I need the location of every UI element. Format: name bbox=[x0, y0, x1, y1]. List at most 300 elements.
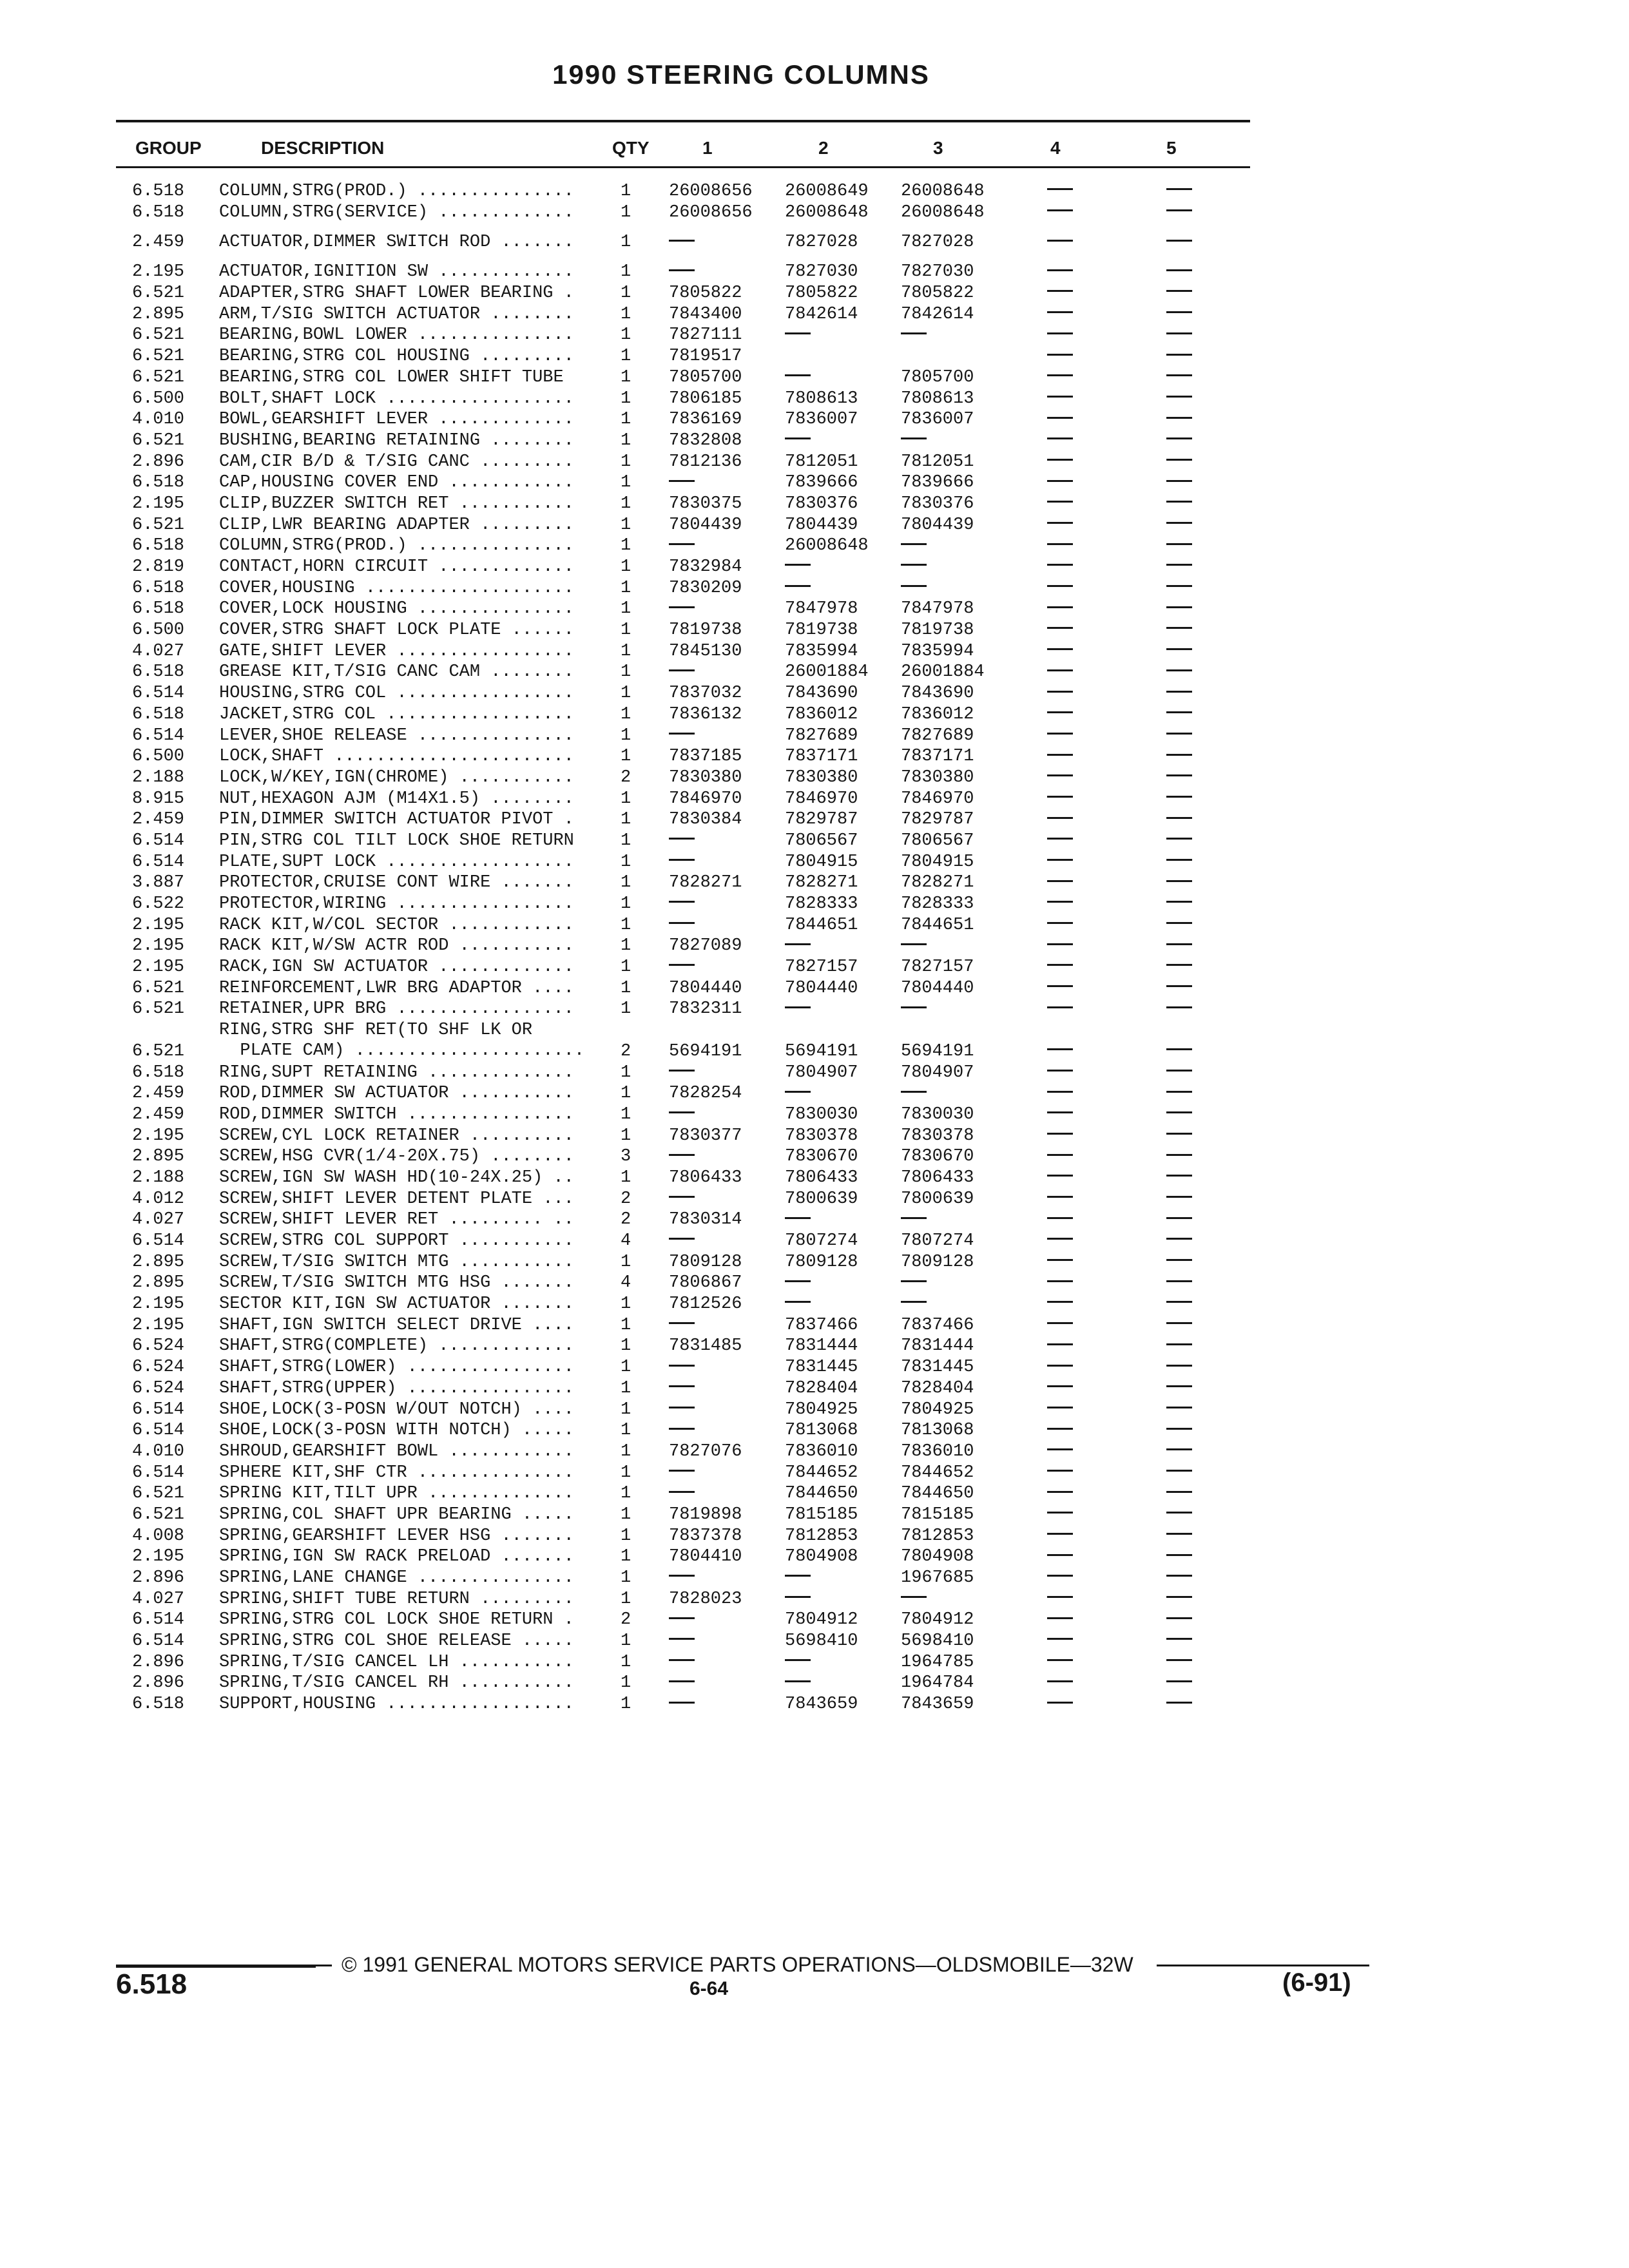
part-col-1: 7804439 bbox=[669, 515, 742, 535]
part-col-5-dash bbox=[1166, 641, 1192, 662]
qty-cell: 1 bbox=[621, 1378, 631, 1398]
part-col-3: 7813068 bbox=[901, 1421, 974, 1441]
group-cell: 6.514 bbox=[132, 726, 185, 745]
dash-mark bbox=[669, 859, 695, 861]
table-row bbox=[0, 957, 1629, 978]
part-col-5-dash bbox=[1166, 620, 1192, 640]
qty-cell: 1 bbox=[621, 284, 631, 303]
dash-mark bbox=[669, 901, 695, 903]
footer-bottom-rule bbox=[116, 1966, 316, 1968]
part-col-1: 7832984 bbox=[669, 557, 742, 577]
group-cell: 6.518 bbox=[132, 662, 185, 682]
part-col-4-dash bbox=[1047, 852, 1073, 872]
qty-cell: 1 bbox=[621, 852, 631, 872]
part-col-5-dash bbox=[1166, 767, 1192, 788]
part-col-2-dash bbox=[785, 1273, 811, 1293]
part-col-5-dash bbox=[1166, 999, 1192, 1019]
dash-mark bbox=[1166, 1407, 1192, 1408]
part-col-2: 26008649 bbox=[785, 182, 869, 201]
qty-cell: 1 bbox=[621, 304, 631, 324]
dash-mark bbox=[669, 1575, 695, 1577]
group-cell: 2.195 bbox=[132, 915, 185, 935]
part-col-5-dash bbox=[1166, 809, 1192, 830]
group-cell: 2.195 bbox=[132, 1126, 185, 1146]
group-cell: 2.195 bbox=[132, 1315, 185, 1335]
dash-mark bbox=[1047, 648, 1073, 650]
part-col-1: 7843400 bbox=[669, 304, 742, 324]
part-col-1-dash bbox=[669, 535, 695, 556]
part-col-1: 7836132 bbox=[669, 704, 742, 724]
part-col-3: 7844651 bbox=[901, 915, 974, 935]
part-col-2: 7806433 bbox=[785, 1168, 858, 1187]
table-row bbox=[0, 1315, 1629, 1336]
part-col-3: 5694191 bbox=[901, 1041, 974, 1061]
qty-cell: 1 bbox=[621, 557, 631, 577]
description-cell: PLATE,SUPT LOCK .................. bbox=[219, 852, 585, 872]
dash-mark bbox=[1166, 711, 1192, 713]
part-col-1: 7806185 bbox=[669, 389, 742, 408]
group-cell: 2.895 bbox=[132, 1273, 185, 1293]
part-col-1: 7837378 bbox=[669, 1526, 742, 1546]
qty-cell: 1 bbox=[621, 662, 631, 682]
part-col-1: 7828254 bbox=[669, 1084, 742, 1104]
qty-cell: 1 bbox=[621, 536, 631, 556]
qty-cell: 3 bbox=[621, 1147, 631, 1167]
dash-mark bbox=[1047, 838, 1073, 840]
part-col-2-dash bbox=[785, 1294, 811, 1314]
part-col-2: 26001884 bbox=[785, 662, 869, 682]
part-col-4-dash bbox=[1047, 894, 1073, 914]
part-col-3: 7846970 bbox=[901, 789, 974, 809]
part-col-3: 7842614 bbox=[901, 304, 974, 324]
table-row bbox=[0, 831, 1629, 852]
part-col-3: 7847978 bbox=[901, 599, 974, 619]
part-col-3-dash bbox=[901, 1273, 927, 1293]
dash-mark bbox=[1047, 290, 1073, 292]
part-col-5-dash bbox=[1166, 1041, 1192, 1062]
dash-mark bbox=[1166, 290, 1192, 292]
part-col-2: 7804907 bbox=[785, 1062, 858, 1082]
description-cell: RING,SUPT RETAINING .............. bbox=[219, 1062, 585, 1082]
group-cell: 2.459 bbox=[132, 1104, 185, 1124]
part-col-2: 5694191 bbox=[785, 1041, 858, 1061]
part-col-1-dash bbox=[669, 726, 695, 746]
dash-mark bbox=[1166, 501, 1192, 503]
dash-mark bbox=[1166, 480, 1192, 482]
table-row bbox=[0, 1441, 1629, 1463]
part-col-4-dash bbox=[1047, 599, 1073, 619]
dash-mark bbox=[1166, 1491, 1192, 1493]
part-col-1: 26008656 bbox=[669, 182, 753, 201]
part-col-1: 7819738 bbox=[669, 620, 742, 640]
dash-mark bbox=[1047, 669, 1073, 671]
qty-cell: 1 bbox=[621, 1062, 631, 1082]
qty-cell: 1 bbox=[621, 1358, 631, 1378]
part-col-4-dash bbox=[1047, 1483, 1073, 1504]
part-col-2: 7836007 bbox=[785, 410, 858, 430]
part-col-4-dash bbox=[1047, 515, 1073, 535]
dash-mark bbox=[1166, 311, 1192, 313]
part-col-2: 7836012 bbox=[785, 704, 858, 724]
description-cell: BEARING,BOWL LOWER ............... bbox=[219, 325, 585, 345]
part-col-1-dash bbox=[669, 957, 695, 977]
group-cell: 6.521 bbox=[132, 999, 185, 1019]
group-cell: 2.195 bbox=[132, 494, 185, 514]
part-col-5-dash bbox=[1166, 726, 1192, 746]
dash-mark bbox=[1166, 269, 1192, 271]
dash-mark bbox=[901, 1280, 927, 1282]
part-col-1-dash bbox=[669, 831, 695, 851]
table-row bbox=[0, 1357, 1629, 1378]
part-col-3: 7804925 bbox=[901, 1399, 974, 1419]
part-col-3-dash bbox=[901, 325, 927, 345]
table-row bbox=[0, 1399, 1629, 1421]
dash-mark bbox=[785, 1217, 811, 1219]
part-col-5-dash bbox=[1166, 1336, 1192, 1356]
dash-mark bbox=[1047, 964, 1073, 966]
part-col-4-dash bbox=[1047, 1673, 1073, 1693]
dash-mark bbox=[669, 1680, 695, 1682]
group-cell: 2.195 bbox=[132, 936, 185, 956]
qty-cell: 1 bbox=[621, 1526, 631, 1546]
dash-mark bbox=[1166, 1638, 1192, 1640]
group-cell: 6.521 bbox=[132, 1041, 185, 1061]
dash-mark bbox=[785, 1006, 811, 1008]
dash-mark bbox=[1047, 1070, 1073, 1072]
dash-mark bbox=[1166, 1343, 1192, 1345]
part-col-4-dash bbox=[1047, 1694, 1073, 1715]
dash-mark bbox=[669, 922, 695, 924]
part-col-2: 7804915 bbox=[785, 852, 858, 872]
part-col-5-dash bbox=[1166, 599, 1192, 619]
group-cell: 2.195 bbox=[132, 957, 185, 977]
dash-mark bbox=[1166, 1702, 1192, 1704]
description-cell: COLUMN,STRG(SERVICE) ............. bbox=[219, 202, 585, 222]
part-col-2: 7828271 bbox=[785, 873, 858, 893]
group-cell: 6.518 bbox=[132, 578, 185, 598]
part-col-5-dash bbox=[1166, 1168, 1192, 1188]
part-col-1-dash bbox=[669, 1146, 695, 1167]
dash-mark bbox=[1047, 1091, 1073, 1093]
dash-mark bbox=[1166, 733, 1192, 735]
table-row bbox=[0, 304, 1629, 325]
group-cell: 2.896 bbox=[132, 1568, 185, 1588]
part-col-4-dash bbox=[1047, 409, 1073, 430]
table-row bbox=[0, 181, 1629, 202]
description-cell: COVER,STRG SHAFT LOCK PLATE ...... bbox=[219, 620, 585, 640]
dash-mark bbox=[1166, 838, 1192, 840]
part-col-1: 7827111 bbox=[669, 325, 742, 345]
table-row bbox=[0, 367, 1629, 389]
part-col-4-dash bbox=[1047, 1652, 1073, 1673]
description-cell: SCREW,T/SIG SWITCH MTG HSG ....... bbox=[219, 1273, 585, 1293]
group-cell: 6.514 bbox=[132, 831, 185, 850]
table-row bbox=[0, 726, 1629, 747]
group-cell: 2.896 bbox=[132, 1652, 185, 1672]
dash-mark bbox=[901, 1301, 927, 1303]
part-col-4-dash bbox=[1047, 181, 1073, 202]
dash-mark bbox=[901, 1006, 927, 1008]
dash-mark bbox=[1047, 417, 1073, 419]
part-col-1: 7837032 bbox=[669, 684, 742, 704]
group-cell: 6.521 bbox=[132, 1484, 185, 1504]
description-cell: RACK KIT,W/SW ACTR ROD ........... bbox=[219, 936, 585, 956]
dash-mark bbox=[1166, 943, 1192, 945]
dash-mark bbox=[1047, 480, 1073, 482]
part-col-1: 7831485 bbox=[669, 1336, 742, 1356]
table-row bbox=[0, 1610, 1629, 1631]
dash-mark bbox=[1047, 606, 1073, 608]
table-row bbox=[0, 1126, 1629, 1147]
dash-mark bbox=[1047, 1554, 1073, 1556]
part-col-4-dash bbox=[1047, 430, 1073, 451]
part-col-2: 7815185 bbox=[785, 1504, 858, 1524]
part-col-1: 7819517 bbox=[669, 347, 742, 367]
group-cell: 6.518 bbox=[132, 599, 185, 619]
footer-date: (6-91) bbox=[1282, 1968, 1351, 1997]
part-col-2: 7830380 bbox=[785, 767, 858, 787]
qty-cell: 1 bbox=[621, 1252, 631, 1272]
part-col-2: 7805822 bbox=[785, 284, 858, 303]
part-col-3: 7812051 bbox=[901, 452, 974, 472]
part-col-3: 26001884 bbox=[901, 662, 985, 682]
part-col-3-dash bbox=[901, 578, 927, 599]
group-cell: 6.518 bbox=[132, 202, 185, 222]
part-col-4-dash bbox=[1047, 1463, 1073, 1483]
dash-mark bbox=[1047, 943, 1073, 945]
description-cell: LEVER,SHOE RELEASE ............... bbox=[219, 726, 585, 745]
dash-mark bbox=[1047, 1617, 1073, 1619]
table-row bbox=[0, 999, 1629, 1020]
part-col-5-dash bbox=[1166, 304, 1192, 325]
dash-mark bbox=[901, 437, 927, 439]
part-col-5-dash bbox=[1166, 515, 1192, 535]
qty-cell: 1 bbox=[621, 936, 631, 956]
qty-cell: 1 bbox=[621, 1336, 631, 1356]
qty-cell: 1 bbox=[621, 325, 631, 345]
description-cell: COLUMN,STRG(PROD.) ............... bbox=[219, 536, 585, 556]
part-col-3-dash bbox=[901, 999, 927, 1019]
part-col-1: 7832311 bbox=[669, 999, 742, 1019]
dash-mark bbox=[669, 1617, 695, 1619]
qty-cell: 1 bbox=[621, 915, 631, 935]
dash-mark bbox=[1166, 880, 1192, 882]
part-col-5-dash bbox=[1166, 1062, 1192, 1083]
part-col-1: 7805700 bbox=[669, 367, 742, 387]
qty-cell: 1 bbox=[621, 1547, 631, 1567]
description-cell: REINFORCEMENT,LWR BRG ADAPTOR .... bbox=[219, 978, 585, 998]
part-col-2-dash bbox=[785, 325, 811, 345]
part-col-5-dash bbox=[1166, 915, 1192, 936]
part-col-5-dash bbox=[1166, 1504, 1192, 1525]
qty-cell: 1 bbox=[621, 202, 631, 222]
dash-mark bbox=[1166, 459, 1192, 461]
dash-mark bbox=[669, 1428, 695, 1430]
part-col-5-dash bbox=[1166, 472, 1192, 493]
dash-mark bbox=[1166, 796, 1192, 798]
description-cell: HOUSING,STRG COL ................. bbox=[219, 684, 585, 704]
part-col-4-dash bbox=[1047, 1546, 1073, 1567]
part-col-3: 7806567 bbox=[901, 831, 974, 850]
dash-mark bbox=[901, 332, 927, 334]
group-cell: 2.896 bbox=[132, 1673, 185, 1693]
dash-mark bbox=[1047, 240, 1073, 242]
group-cell: 3.887 bbox=[132, 873, 185, 893]
part-col-1: 7804410 bbox=[669, 1547, 742, 1567]
description-cell: SPRING KIT,TILT UPR .............. bbox=[219, 1484, 585, 1504]
group-cell: 4.012 bbox=[132, 1189, 185, 1209]
dash-mark bbox=[1166, 669, 1192, 671]
part-col-3: 7827028 bbox=[901, 233, 974, 253]
qty-cell: 1 bbox=[621, 810, 631, 830]
dash-mark bbox=[1047, 1470, 1073, 1472]
part-col-3-dash bbox=[901, 557, 927, 577]
dash-mark bbox=[1047, 1322, 1073, 1324]
top-rule bbox=[116, 120, 1250, 122]
part-col-3: 7830030 bbox=[901, 1104, 974, 1124]
header-group: GROUP bbox=[135, 138, 202, 158]
qty-cell: 1 bbox=[621, 430, 631, 450]
part-col-4-dash bbox=[1047, 1336, 1073, 1356]
table-row bbox=[0, 1589, 1629, 1610]
dash-mark bbox=[1047, 1491, 1073, 1493]
dash-mark bbox=[1047, 459, 1073, 461]
part-col-4-dash bbox=[1047, 620, 1073, 640]
part-col-5-dash bbox=[1166, 367, 1192, 388]
part-col-3: 7843690 bbox=[901, 684, 974, 704]
part-col-4-dash bbox=[1047, 831, 1073, 851]
description-cell: ADAPTER,STRG SHAFT LOWER BEARING . bbox=[219, 284, 585, 303]
dash-mark bbox=[1166, 901, 1192, 903]
group-cell: 6.518 bbox=[132, 704, 185, 724]
part-col-2-dash bbox=[785, 1652, 811, 1673]
part-col-3: 7837466 bbox=[901, 1315, 974, 1335]
dash-mark bbox=[1047, 1702, 1073, 1704]
part-col-1-dash bbox=[669, 915, 695, 936]
part-col-5-dash bbox=[1166, 1315, 1192, 1336]
part-col-1: 7828023 bbox=[669, 1589, 742, 1609]
dash-mark bbox=[1047, 1280, 1073, 1282]
description-cell: SHOE,LOCK(3-POSN W/OUT NOTCH) .... bbox=[219, 1399, 585, 1419]
part-col-5-dash bbox=[1166, 1126, 1192, 1146]
table-row bbox=[0, 1189, 1629, 1210]
dash-mark bbox=[1047, 817, 1073, 819]
dash-mark bbox=[901, 943, 927, 945]
part-col-1: 7830384 bbox=[669, 810, 742, 830]
part-col-2: 7827157 bbox=[785, 957, 858, 977]
part-col-3: 7808613 bbox=[901, 389, 974, 408]
part-col-1: 7819898 bbox=[669, 1504, 742, 1524]
part-col-3: 1964785 bbox=[901, 1652, 974, 1672]
parts-table bbox=[0, 181, 1629, 1715]
dash-mark bbox=[1047, 1638, 1073, 1640]
part-col-4-dash bbox=[1047, 1441, 1073, 1462]
part-col-4-dash bbox=[1047, 472, 1073, 493]
part-col-5-dash bbox=[1166, 346, 1192, 367]
dash-mark bbox=[1166, 1575, 1192, 1577]
part-col-5-dash bbox=[1166, 1231, 1192, 1251]
part-col-5-dash bbox=[1166, 1673, 1192, 1693]
qty-cell: 1 bbox=[621, 1441, 631, 1461]
description-cell: SCREW,SHIFT LEVER RET ......... .. bbox=[219, 1210, 585, 1230]
table-row bbox=[0, 1504, 1629, 1526]
description-cell: BOWL,GEARSHIFT LEVER ............. bbox=[219, 410, 585, 430]
description-cell: BEARING,STRG COL HOUSING ......... bbox=[219, 347, 585, 367]
part-col-5-dash bbox=[1166, 1104, 1192, 1125]
description-cell: SHAFT,STRG(UPPER) ................ bbox=[219, 1378, 585, 1398]
part-col-4-dash bbox=[1047, 346, 1073, 367]
part-col-1: 7836169 bbox=[669, 410, 742, 430]
group-cell: 6.518 bbox=[132, 536, 185, 556]
qty-cell: 1 bbox=[621, 1589, 631, 1609]
dash-mark bbox=[1047, 1154, 1073, 1156]
part-col-5-dash bbox=[1166, 1252, 1192, 1273]
group-cell: 2.896 bbox=[132, 452, 185, 472]
part-col-1-dash bbox=[669, 1231, 695, 1251]
dash-mark bbox=[1047, 209, 1073, 211]
part-col-5-dash bbox=[1166, 1652, 1192, 1673]
part-col-5-dash bbox=[1166, 683, 1192, 704]
part-col-4-dash bbox=[1047, 978, 1073, 999]
dash-mark bbox=[1047, 1575, 1073, 1577]
dash-mark bbox=[1166, 522, 1192, 524]
description-cell: SHOE,LOCK(3-POSN WITH NOTCH) ..... bbox=[219, 1421, 585, 1441]
dash-mark bbox=[669, 1407, 695, 1408]
qty-cell: 1 bbox=[621, 1168, 631, 1187]
part-col-4-dash bbox=[1047, 1252, 1073, 1273]
dash-mark bbox=[669, 838, 695, 840]
qty-cell: 1 bbox=[621, 831, 631, 850]
qty-cell: 1 bbox=[621, 894, 631, 914]
part-col-4-dash bbox=[1047, 872, 1073, 893]
group-cell: 6.518 bbox=[132, 182, 185, 201]
column-header-row bbox=[0, 138, 1629, 164]
part-col-4-dash bbox=[1047, 535, 1073, 556]
description-cell: BOLT,SHAFT LOCK .................. bbox=[219, 389, 585, 408]
dash-mark bbox=[1047, 774, 1073, 776]
table-row bbox=[0, 472, 1629, 494]
group-cell: 2.895 bbox=[132, 1252, 185, 1272]
description-cell: COVER,HOUSING .................... bbox=[219, 578, 585, 598]
part-col-4-dash bbox=[1047, 1504, 1073, 1525]
qty-cell: 1 bbox=[621, 726, 631, 745]
group-cell: 2.195 bbox=[132, 1294, 185, 1314]
part-col-3: 7804907 bbox=[901, 1062, 974, 1082]
part-col-5-dash bbox=[1166, 535, 1192, 556]
part-col-2: 26008648 bbox=[785, 202, 869, 222]
part-col-1-dash bbox=[669, 1357, 695, 1378]
part-col-2: 7844650 bbox=[785, 1484, 858, 1504]
table-row bbox=[0, 1294, 1629, 1315]
description-cell: SHAFT,IGN SWITCH SELECT DRIVE .... bbox=[219, 1315, 585, 1335]
part-col-2: 7830670 bbox=[785, 1147, 858, 1167]
dash-mark bbox=[1047, 564, 1073, 566]
description-cell: SPRING,STRG COL LOCK SHOE RETURN . bbox=[219, 1610, 585, 1630]
part-col-1: 7832808 bbox=[669, 430, 742, 450]
table-row bbox=[0, 809, 1629, 831]
qty-cell: 1 bbox=[621, 1084, 631, 1104]
dash-mark bbox=[1047, 1512, 1073, 1514]
part-col-2: 7827028 bbox=[785, 233, 858, 253]
description-cell: SUPPORT,HOUSING .................. bbox=[219, 1695, 585, 1715]
part-col-4-dash bbox=[1047, 1041, 1073, 1062]
part-col-3-dash bbox=[901, 936, 927, 956]
description-cell: CAM,CIR B/D & T/SIG CANC ......... bbox=[219, 452, 585, 472]
dash-mark bbox=[1047, 880, 1073, 882]
dash-mark bbox=[1047, 1259, 1073, 1261]
dash-mark bbox=[1166, 1512, 1192, 1514]
dash-mark bbox=[669, 1154, 695, 1156]
